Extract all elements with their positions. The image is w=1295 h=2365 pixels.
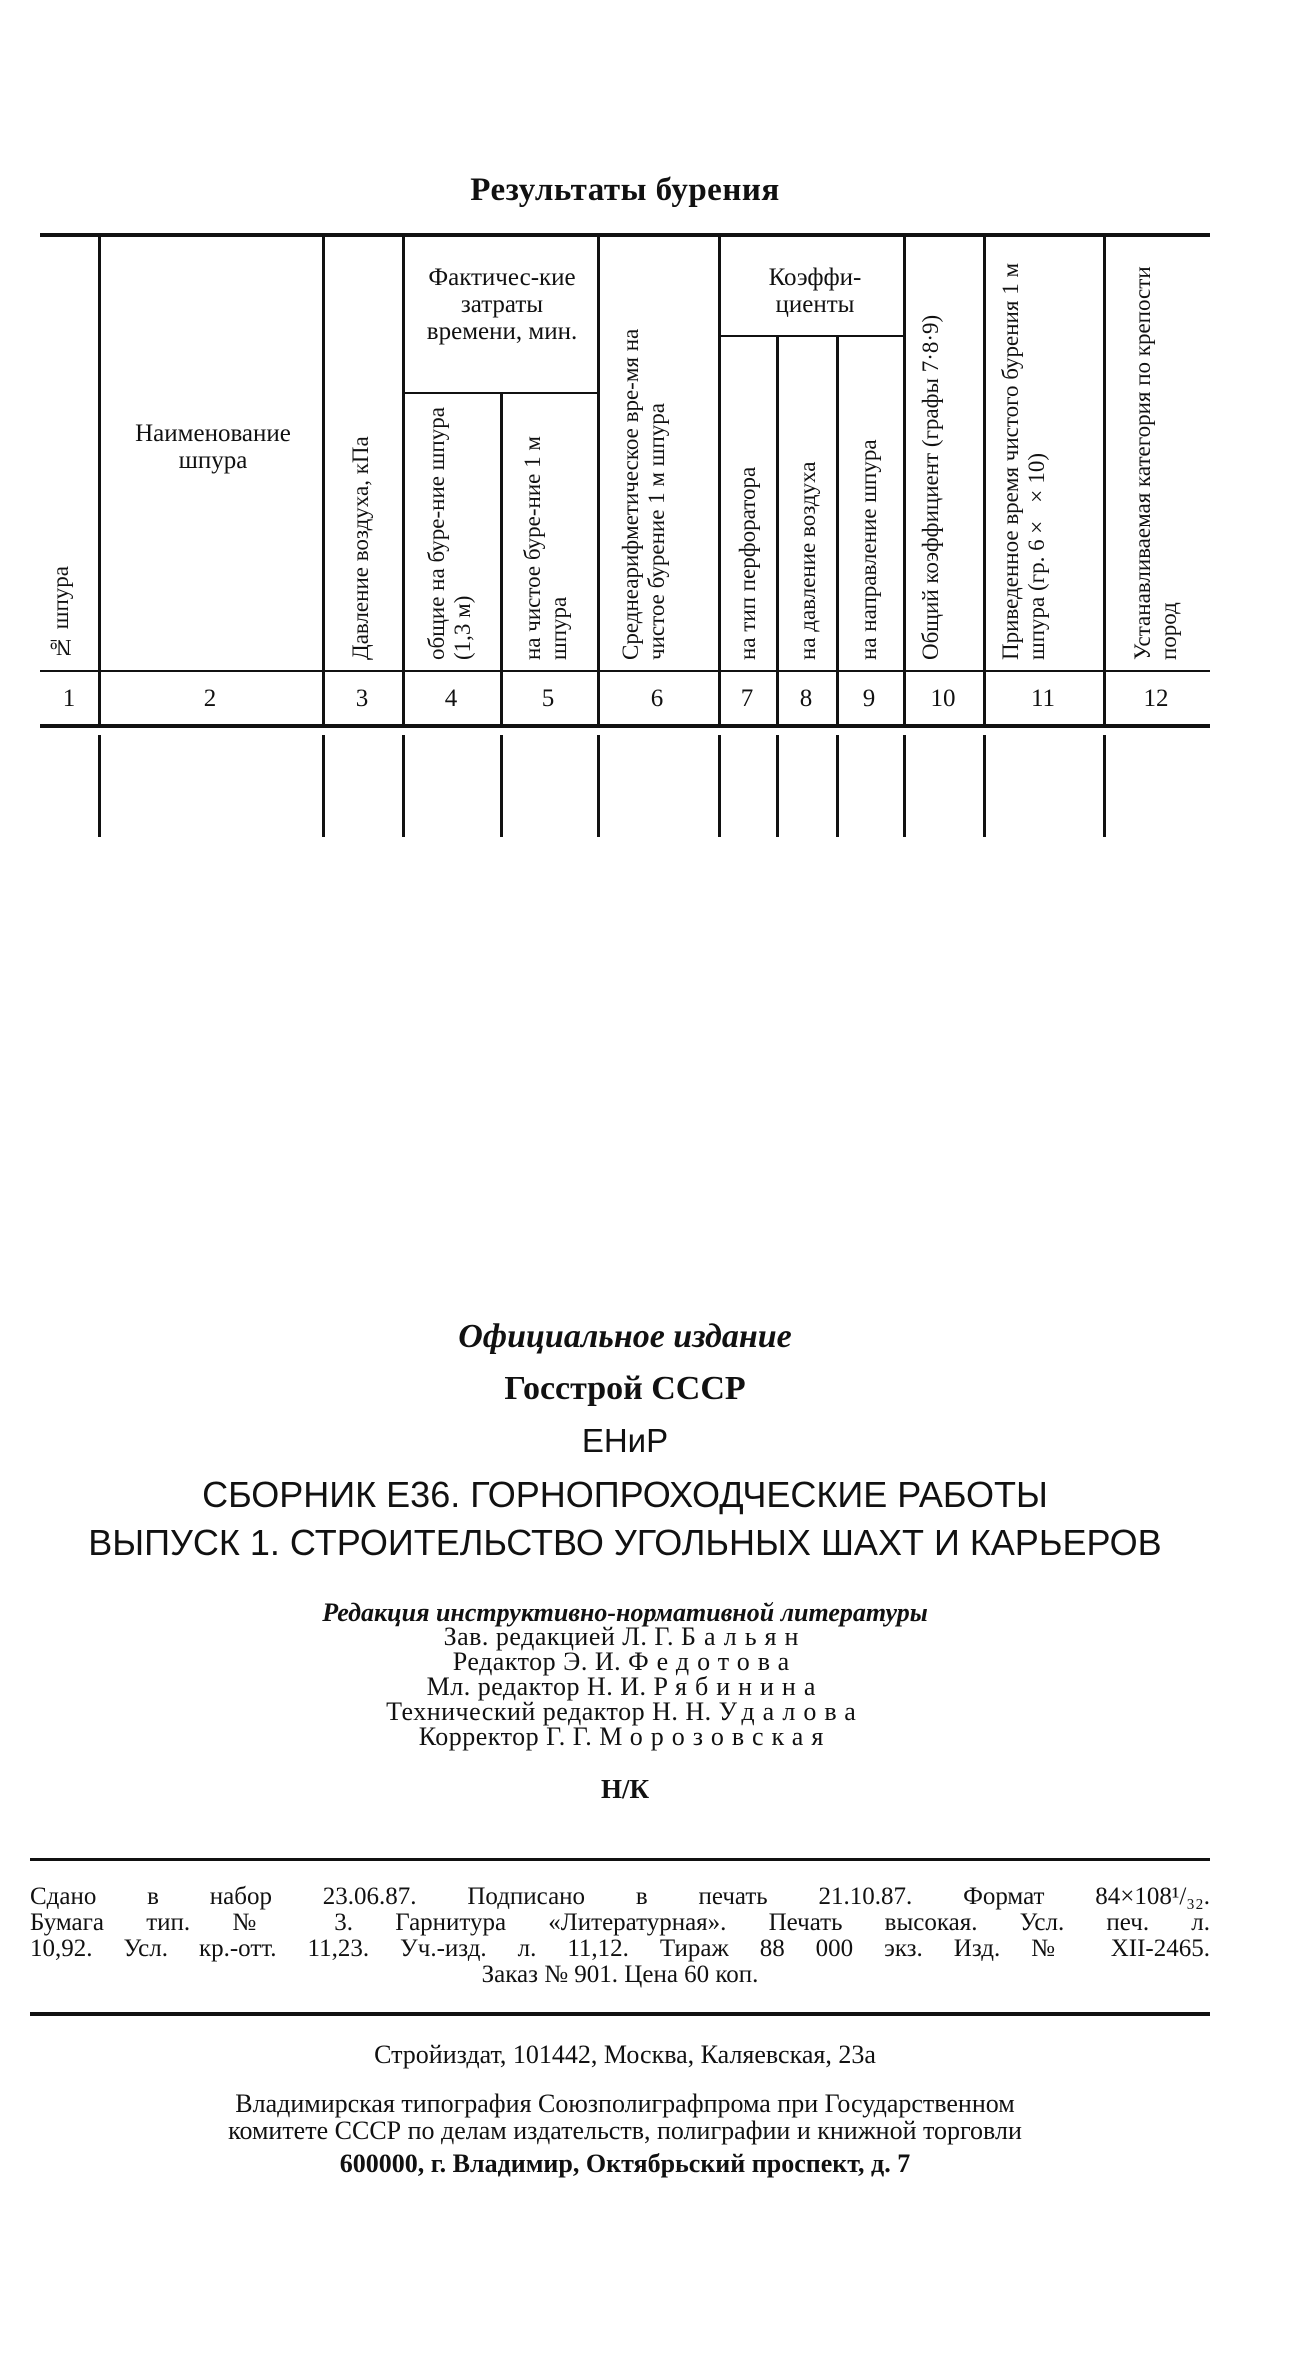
credit-role: Мл. редактор Н. И. — [426, 1672, 647, 1701]
header-coef-perforator: на тип перфоратора — [735, 466, 760, 660]
header-reduced-time: Приведенное время чистого бурения 1 м шпура (гр. 6× ×10) — [998, 263, 1049, 660]
body-col-divider — [500, 735, 503, 837]
printer-line: Владимирская типография Союзполиграфпрома при Государственном — [235, 2089, 1015, 2118]
credit-person: Удалова — [718, 1697, 864, 1726]
column-number: 8 — [799, 685, 813, 712]
number-row-rule — [40, 724, 1210, 728]
print-detail-line: Заказ № 901. Цена 60 коп. — [481, 1961, 759, 1988]
header-shpur-number: № шпура — [48, 566, 73, 660]
header-shpur-name: Наименование шпура — [135, 420, 291, 474]
print-detail-line: 10,92. Усл. кр.-отт. 11,23. Уч.-изд. л. 11,12. Тираж 88 000 экз. Изд. № XII-2465. — [30, 1935, 1210, 1962]
header-bottom-rule — [40, 670, 1210, 672]
column-number: 4 — [444, 685, 458, 712]
col-divider — [776, 336, 779, 725]
credit-person: Морозовская — [599, 1722, 832, 1751]
body-col-divider — [1103, 735, 1106, 837]
header-total-coef: Общий коэффициент (графы 7·8·9) — [918, 314, 943, 660]
col-divider — [983, 237, 986, 725]
credit-line — [0, 1624, 1250, 1649]
header-air-pressure: Давление воздуха, кПа — [348, 436, 373, 660]
column-number: 1 — [62, 685, 76, 712]
body-col-divider — [983, 735, 986, 837]
col-divider — [402, 237, 405, 725]
imprint-top-rule — [30, 1858, 1210, 1861]
coef-group-rule — [720, 335, 906, 337]
header-rock-category: Устанавливаемая категория по крепости пород — [1130, 266, 1181, 660]
column-number: 11 — [1030, 685, 1056, 712]
col-divider — [903, 237, 906, 725]
header-average-time: Среднеарифметическое вре-мя на чистое бурение 1 м шпура — [618, 328, 669, 660]
credit-person: Федотова — [628, 1647, 798, 1676]
credit-role: Технический редактор Н. Н. — [386, 1697, 712, 1726]
body-col-divider — [718, 735, 721, 837]
column-number: 10 — [930, 685, 956, 712]
series-code: ЕНиР — [581, 1422, 669, 1459]
printer-line: комитете СССР по делам издательств, полиграфии и книжной торговли — [228, 2116, 1022, 2145]
body-col-divider — [776, 735, 779, 837]
body-col-divider — [322, 735, 325, 837]
header-pure-time: на чистое буре-ние 1 м шпура — [520, 436, 571, 660]
official-edition: Официальное издание — [458, 1318, 792, 1355]
col-divider — [597, 237, 600, 725]
header-coef-direction: на направление шпура — [856, 439, 881, 660]
print-detail-line: Сдано в набор 23.06.87. Подписано в печать 21.10.87. Формат 84×108¹/₃₂. — [30, 1883, 1210, 1910]
col-divider — [836, 336, 839, 725]
col-divider — [1103, 237, 1106, 725]
column-number: 7 — [740, 685, 754, 712]
print-detail-line: Бумага тип. № 3. Гарнитура «Литературная». Печать высокая. Усл. печ. л. — [30, 1909, 1210, 1936]
book-title-line1: СБОРНИК Е36. ГОРНОПРОХОДЧЕСКИЕ РАБОТЫ — [202, 1474, 1048, 1515]
header-coef-air: на давление воздуха — [795, 461, 820, 660]
credit-person: Бальян — [681, 1622, 807, 1651]
body-col-divider — [903, 735, 906, 837]
credit-role: Редактор Э. И. — [452, 1647, 622, 1676]
body-col-divider — [836, 735, 839, 837]
col-divider — [98, 237, 101, 725]
credit-role: Корректор Г. Г. — [418, 1722, 593, 1751]
printer-info — [50, 2090, 1200, 2177]
imprint-bottom-rule — [30, 2012, 1210, 2016]
column-number: 2 — [203, 685, 217, 712]
printer-line: 600000, г. Владимир, Октябрьский проспект, д. 7 — [339, 2149, 911, 2178]
publisher-name: Госстрой СССР — [504, 1370, 746, 1407]
header-coef-group: Коэффи-циенты — [768, 264, 862, 318]
column-number: 12 — [1143, 685, 1169, 712]
stroyizdat-address: Стройиздат, 101442, Москва, Каляевская, 23а — [374, 2040, 876, 2069]
column-number: 9 — [862, 685, 876, 712]
print-details — [30, 1884, 1210, 1988]
credit-line — [0, 1674, 1250, 1699]
col-divider — [322, 237, 325, 725]
header-time-group: Фактичес-кие затраты времени, мин. — [426, 264, 578, 345]
column-number: 3 — [355, 685, 369, 712]
column-number: 6 — [650, 685, 664, 712]
table-top-rule — [40, 233, 1210, 237]
editorial-office: Редакция инструктивно-нормативной литературы — [322, 1598, 928, 1627]
credit-line — [0, 1724, 1250, 1749]
credit-line — [0, 1649, 1250, 1674]
body-col-divider — [402, 735, 405, 837]
credit-line — [0, 1699, 1250, 1724]
book-title-line2: ВЫПУСК 1. СТРОИТЕЛЬСТВО УГОЛЬНЫХ ШАХТ И КАРЬЕРОВ — [88, 1522, 1162, 1563]
column-number: 5 — [541, 685, 555, 712]
credit-role: Зав. редакцией Л. Г. — [443, 1622, 675, 1651]
credit-person: Рябинина — [653, 1672, 824, 1701]
col-divider — [718, 237, 721, 725]
nk-mark: Н/К — [600, 1774, 650, 1804]
table-title: Результаты бурения — [470, 172, 780, 208]
col-divider — [500, 393, 503, 725]
header-total-time: общие на буре-ние шпура (1,3 м) — [424, 407, 475, 660]
body-col-divider — [98, 735, 101, 837]
body-col-divider — [597, 735, 600, 837]
